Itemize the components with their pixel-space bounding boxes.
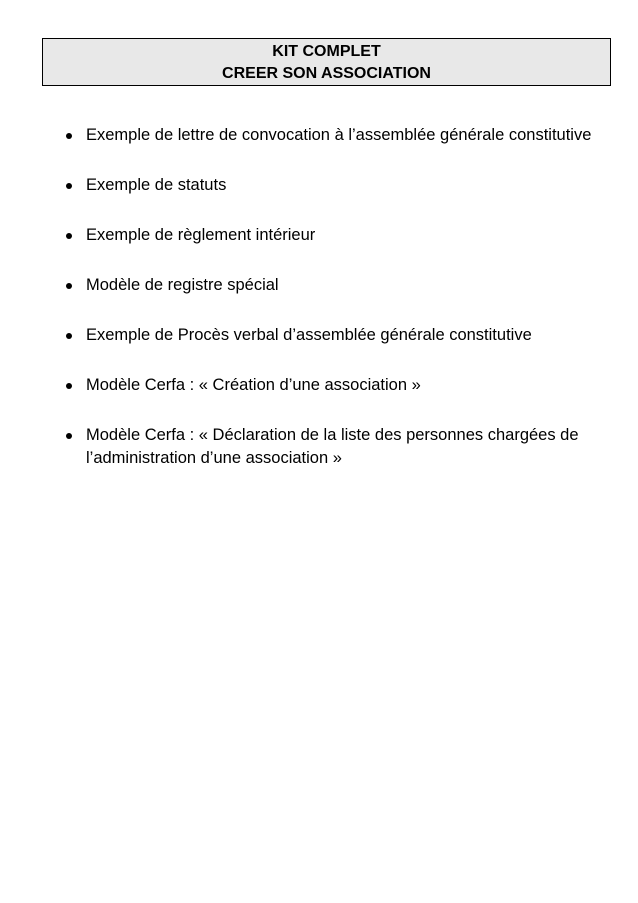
list-item-text: Exemple de règlement intérieur [86,226,316,244]
list-item-reglement-interieur [0,224,638,247]
bullet-icon [66,233,72,239]
title-line-creer-association: CREER SON ASSOCIATION [222,65,431,82]
list-item-text: Exemple de lettre de convocation à l’assemblée générale constitutive [86,126,592,144]
list-item-registre-special [0,274,638,297]
list-item-text: Modèle de registre spécial [86,276,279,294]
list-item-cerfa-declaration [0,424,638,470]
list-item-proces-verbal [0,324,638,347]
list-item-text: Modèle Cerfa : « Création d’une association » [86,376,421,394]
list-item-statuts [0,174,638,197]
bullet-icon [66,433,72,439]
list-item-cerfa-creation [0,374,638,397]
list-item-text: Exemple de Procès verbal d’assemblée générale constitutive [86,326,532,344]
title-line-kit-complet: KIT COMPLET [272,43,381,60]
content-list [0,124,638,497]
bullet-icon [66,133,72,139]
bullet-icon [66,283,72,289]
list-item-text: Exemple de statuts [86,176,227,194]
bullet-icon [66,383,72,389]
list-item-convocation-letter [0,124,638,147]
list-item-text: Modèle Cerfa : « Déclaration de la liste des personnes chargées de l’administration d’une association » [86,426,579,467]
document-title-box [42,38,611,86]
bullet-icon [66,333,72,339]
bullet-icon [66,183,72,189]
